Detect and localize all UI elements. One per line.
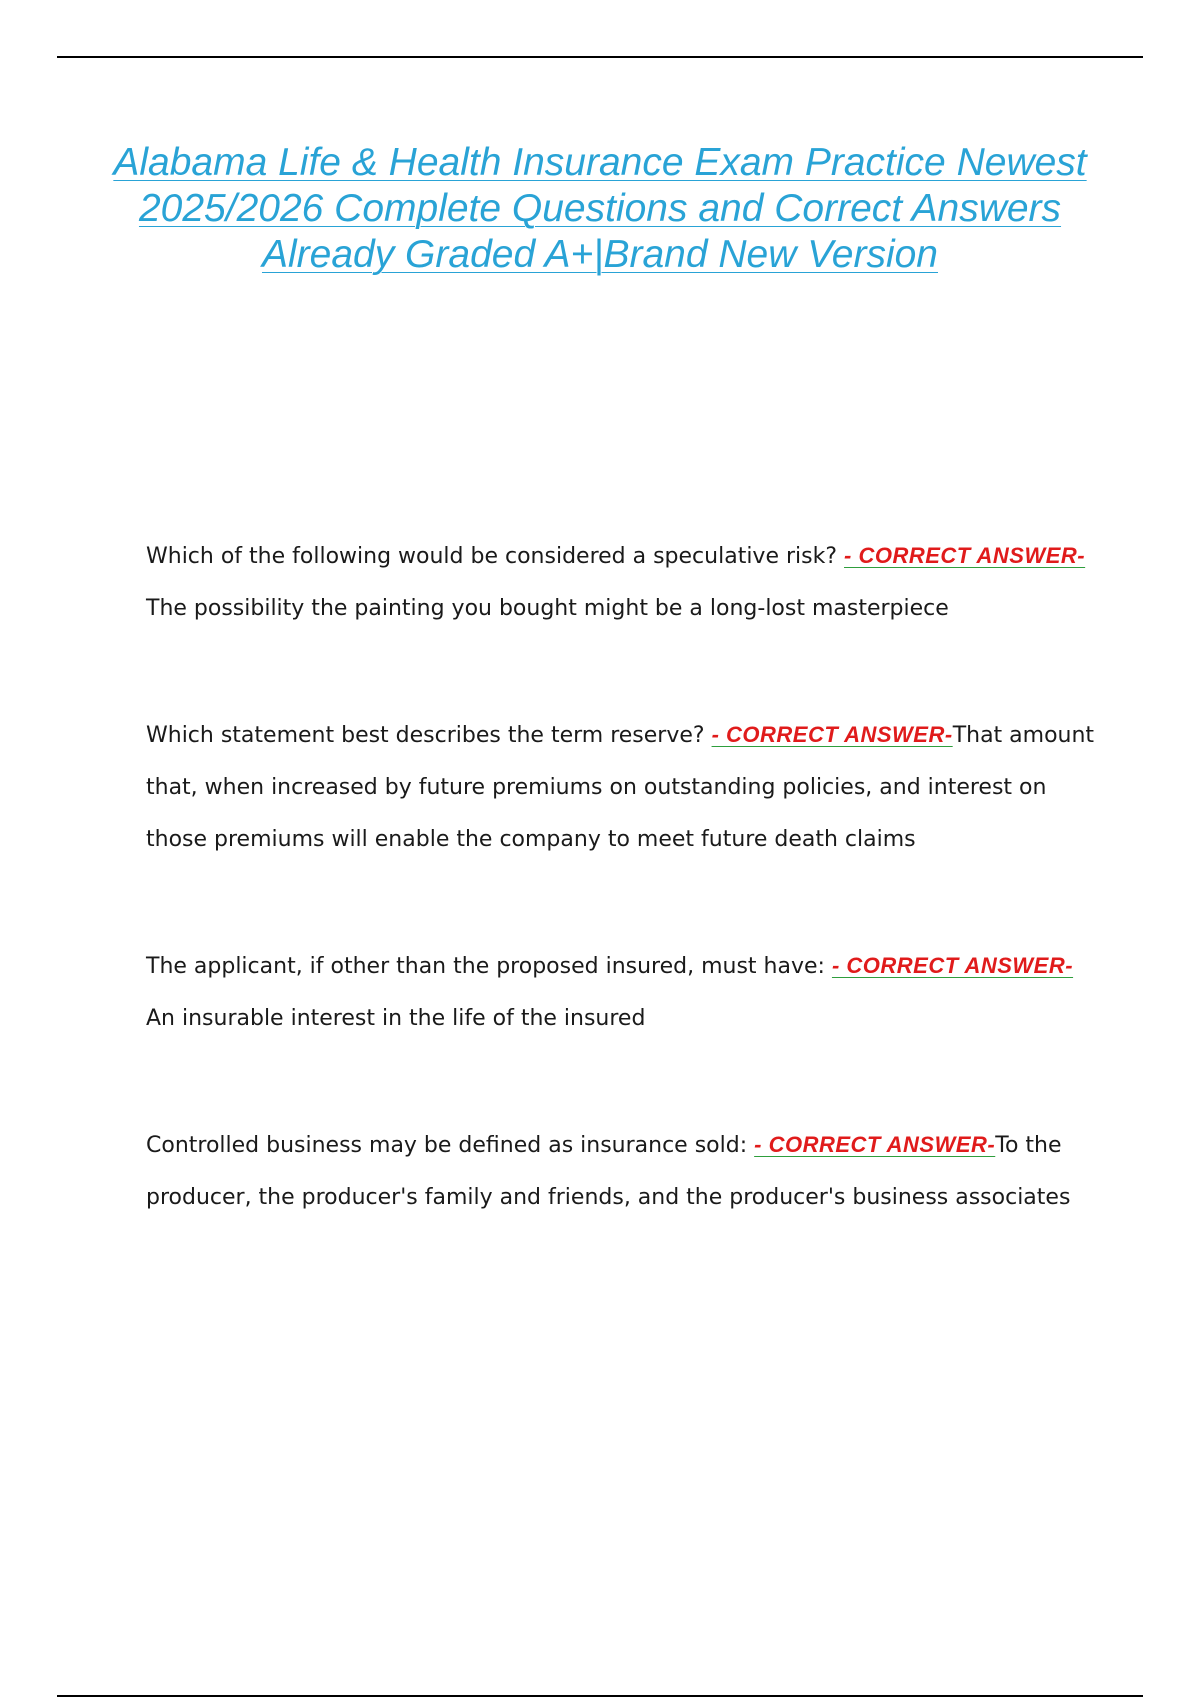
correct-answer-marker: - CORRECT ANSWER- bbox=[844, 543, 1086, 568]
answer-text: The possibility the painting you bought might be a long-lost masterpiece bbox=[146, 596, 949, 621]
qa-item bbox=[146, 709, 1096, 866]
top-rule bbox=[57, 56, 1143, 58]
question-text: Which of the following would be considered a speculative risk? bbox=[146, 544, 838, 569]
qa-item bbox=[146, 1119, 1096, 1224]
bottom-rule bbox=[57, 1695, 1143, 1697]
question-text: Which statement best describes the term reserve? bbox=[146, 723, 705, 748]
question-text: Controlled business may be defined as insurance sold: bbox=[146, 1133, 748, 1158]
question-text: The applicant, if other than the proposed insured, must have: bbox=[146, 954, 825, 979]
qa-list bbox=[146, 530, 1096, 1224]
qa-item bbox=[146, 940, 1096, 1045]
correct-answer-marker: - CORRECT ANSWER- bbox=[754, 1132, 996, 1157]
qa-item bbox=[146, 530, 1096, 635]
correct-answer-marker: - CORRECT ANSWER- bbox=[831, 953, 1074, 978]
answer-text: To the producer, the producer's family and friends, and the producer's business associates bbox=[146, 1133, 1071, 1210]
answer-text: That amount that, when increased by future premiums on outstanding policies, and interest on those premiums will enable the company to meet future death claims bbox=[146, 723, 1095, 852]
document-title: Alabama Life & Health Insurance Exam Practice Newest 2025/2026 Complete Questions and Correct Answers Already Graded A+|Brand New Version bbox=[113, 141, 1087, 276]
answer-text: An insurable interest in the life of the insured bbox=[146, 1006, 646, 1031]
correct-answer-marker: - CORRECT ANSWER- bbox=[711, 722, 953, 747]
